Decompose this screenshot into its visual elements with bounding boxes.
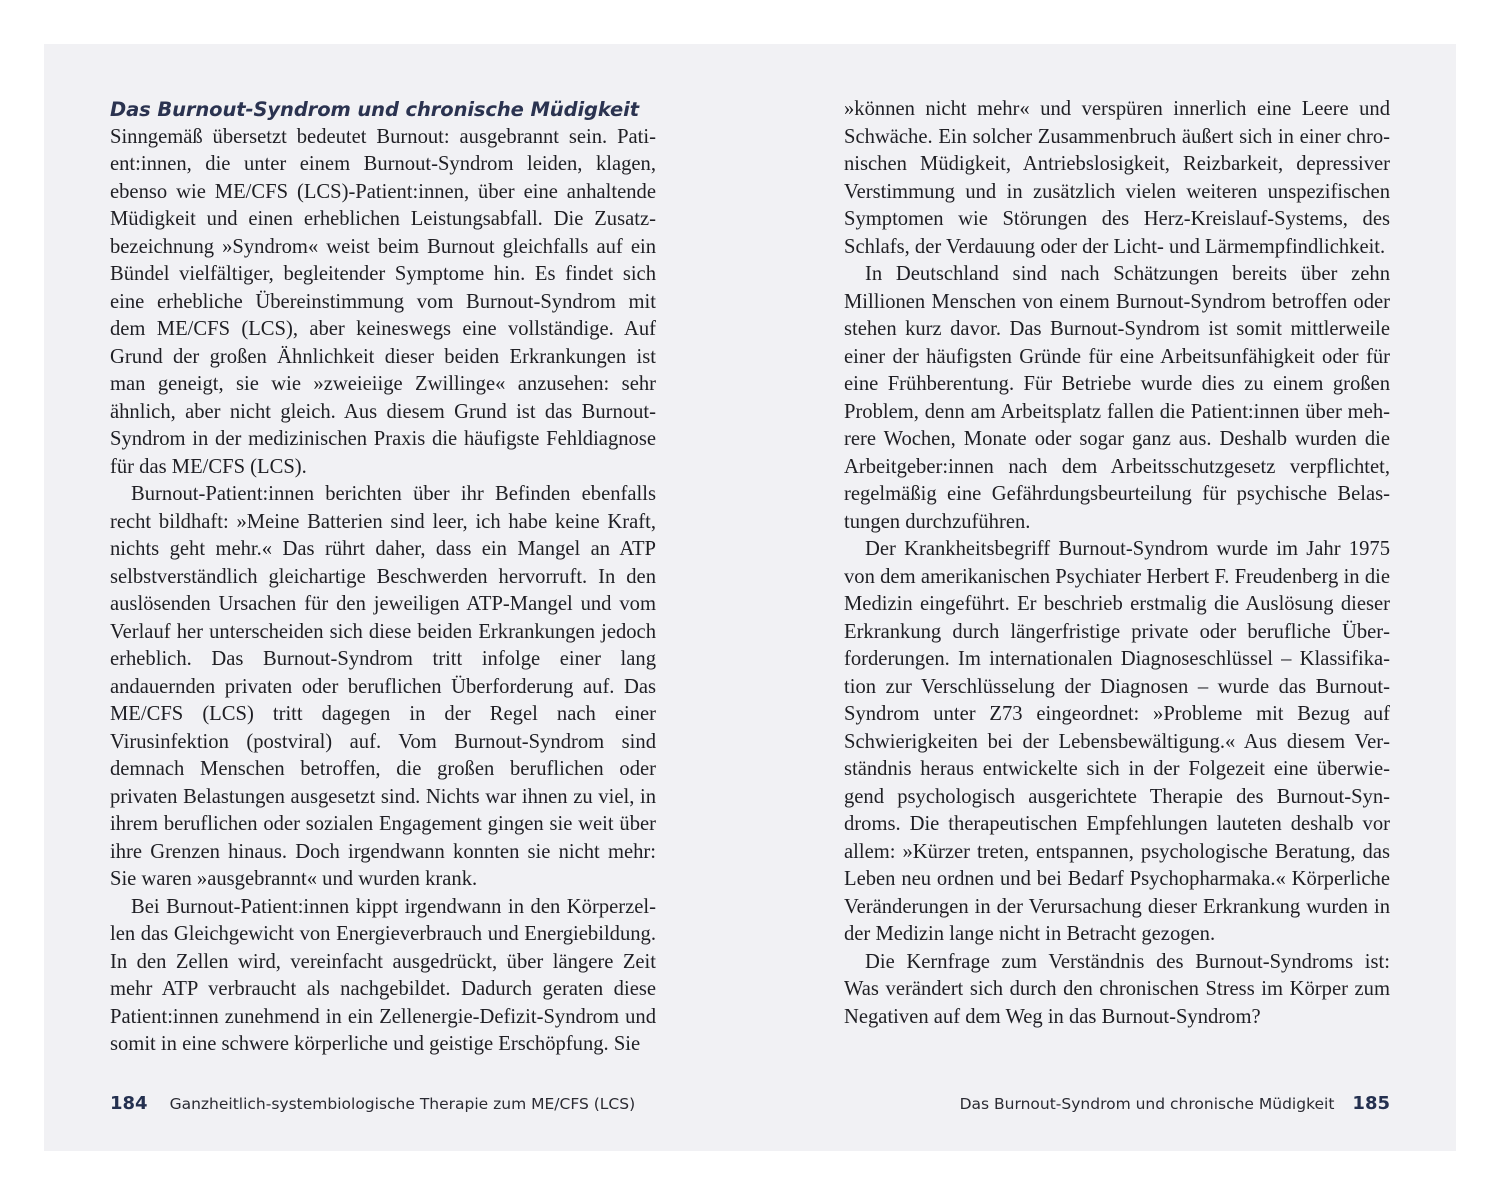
paragraph: Sinngemäß übersetzt bedeutet Burnout: ausgebrannt sein. Patient:innen, die unter einem Burnout-Syndrom leiden, klagen, ebenso wie ME/CFS (LCS)-Patient:innen, über eine anhaltende Müdigkeit und einen erheblichen Leistungsabfall. Die Zusatzbezeichnung »Syndrom« weist beim Burnout gleichfalls auf ein Bündel vielfältiger, begleitender Symptome hin. Es findet sich eine erhebliche Übereinstimmung vom Burnout-Syndrom mit dem ME/CFS (LCS), aber keineswegs eine vollständige. Auf Grund der großen Ähnlichkeit dieser beiden Erkrankungen ist man geneigt, sie wie »zweieiige Zwillinge« anzusehen: sehr ähnlich, aber nicht gleich. Aus diesem Grund ist das Burnout-Syndrom in der medizinischen Praxis die häufigste Fehldiagnose für das ME/​CFS (LCS).	[110, 125, 656, 478]
book-spread	[44, 44, 1456, 1151]
running-head: Das Burnout-Syndrom und chronische Müdigkeit	[959, 1095, 1335, 1113]
section-heading: Das Burnout-Syndrom und chronische Müdigkeit	[110, 98, 639, 121]
paragraph: Der Krankheitsbegriff Burnout-Syndrom wurde im Jahr 1975 von dem amerikanischen Psychiater Herbert F. Freudenberg in die Medizin eingeführt. Er beschrieb erstmalig die Auslösung dieser Erkrankung durch längerfristige private oder berufliche Überforderungen. Im internationalen Diagnoseschlüssel – Klassifikation zur Verschlüsselung der Diagnosen – wurde das Burnout-Syndrom unter Z73 eingeordnet: »Probleme mit Bezug auf Schwierigkeiten bei der Lebensbewältigung.« Aus diesem Verständnis heraus entwickelte sich in der Folgezeit eine überwiegend psychologisch ausgerichtete Therapie des Burnout-Syndroms. Die therapeutischen Empfehlungen lauteten deshalb vor allem: »Kürzer treten, entspannen, psychologische Beratung, das Leben neu ordnen und bei Bedarf Psychopharmaka.« Körperliche Veränderungen in der Verursachung dieser Erkrankung wurden in der Medizin lange nicht in Betracht gezogen.	[844, 538, 1390, 945]
page-number: 185	[1352, 1093, 1390, 1114]
paragraph: »können nicht mehr« und verspüren innerlich eine Leere und Schwäche. Ein solcher Zusammenbruch äußert sich in einer chronischen Müdigkeit, Antriebslosigkeit, Reizbarkeit, depressiver Verstimmung und in zusätzlich vielen weiteren unspezifischen Symptomen wie Störungen des Herz-Kreislauf-Systems, des Schlafs, der Verdauung oder der Licht- und Lärmempfindlichkeit.	[844, 98, 1390, 258]
left-page	[110, 96, 656, 1059]
paragraph: Die Kernfrage zum Verständnis des Burnout-Syndroms ist: Was verändert sich durch den chronischen Stress im Körper zum Negativen auf dem Weg in das Burnout-Syndrom?	[844, 950, 1390, 1028]
right-footer	[960, 1093, 1390, 1114]
running-head: Ganzheitlich-systembiologische Therapie zum ME/CFS (LCS)	[169, 1095, 636, 1113]
paragraph: Bei Burnout-Patient:innen kippt irgendwann in den Körperzellen das Gleichgewicht von Energieverbrauch und Energiebildung. In den Zellen wird, vereinfacht ausgedrückt, über längere Zeit mehr ATP verbraucht als nachgebildet. Dadurch geraten diese Patient:innen zunehmend in ein Zellenergie-Defizit-Syndrom und somit in eine schwere körperliche und geistige Erschöpfung. Sie	[110, 895, 656, 1055]
paragraph: In Deutschland sind nach Schätzungen bereits über zehn Millionen Menschen von einem Burnout-Syndrom betroffen oder stehen kurz davor. Das Burnout-Syndrom ist somit mittlerweile einer der häufigsten Gründe für eine Arbeitsunfähigkeit oder für eine Frühberentung. Für Betriebe wurde dies zu einem großen Problem, denn am Arbeitsplatz fallen die Patient:innen über mehrere Wochen, Monate oder sogar ganz aus. Deshalb wurden die Arbeitgeber:innen nach dem Arbeitsschutzgesetz verpflichtet, regelmäßig eine Gefährdungsbeurteilung für psychische Belastungen durchzuführen.	[844, 263, 1390, 533]
paragraph: Burnout-Patient:innen berichten über ihr Befinden ebenfalls recht bildhaft: »Meine Batterien sind leer, ich habe keine Kraft, nichts geht mehr.« Das rührt daher, dass ein Mangel an ATP selbstverständlich gleichartige Beschwerden hervorruft. In den auslösenden Ursachen für den jeweiligen ATP-Mangel und vom Verlauf her unterscheiden sich diese beiden Erkrankungen jedoch erheblich. Das Burnout-Syndrom tritt infolge einer lang andauernden privaten oder beruflichen Überforderung auf. Das ME/CFS (LCS) tritt dagegen in der Regel nach einer Virusinfektion (postviral) auf. Vom Burnout-Syndrom sind demnach Menschen betroffen, die großen beruflichen oder privaten Belastungen ausgesetzt sind. Nichts war ihnen zu viel, in ihrem beruflichen oder sozialen Engagement gingen sie weit über ihre Grenzen hinaus. Doch irgendwann konnten sie nicht mehr: Sie waren »ausgebrannt« und wurden krank.	[110, 483, 656, 890]
page-number: 184	[110, 1093, 148, 1114]
right-page	[844, 96, 1390, 1031]
left-footer	[110, 1093, 635, 1114]
